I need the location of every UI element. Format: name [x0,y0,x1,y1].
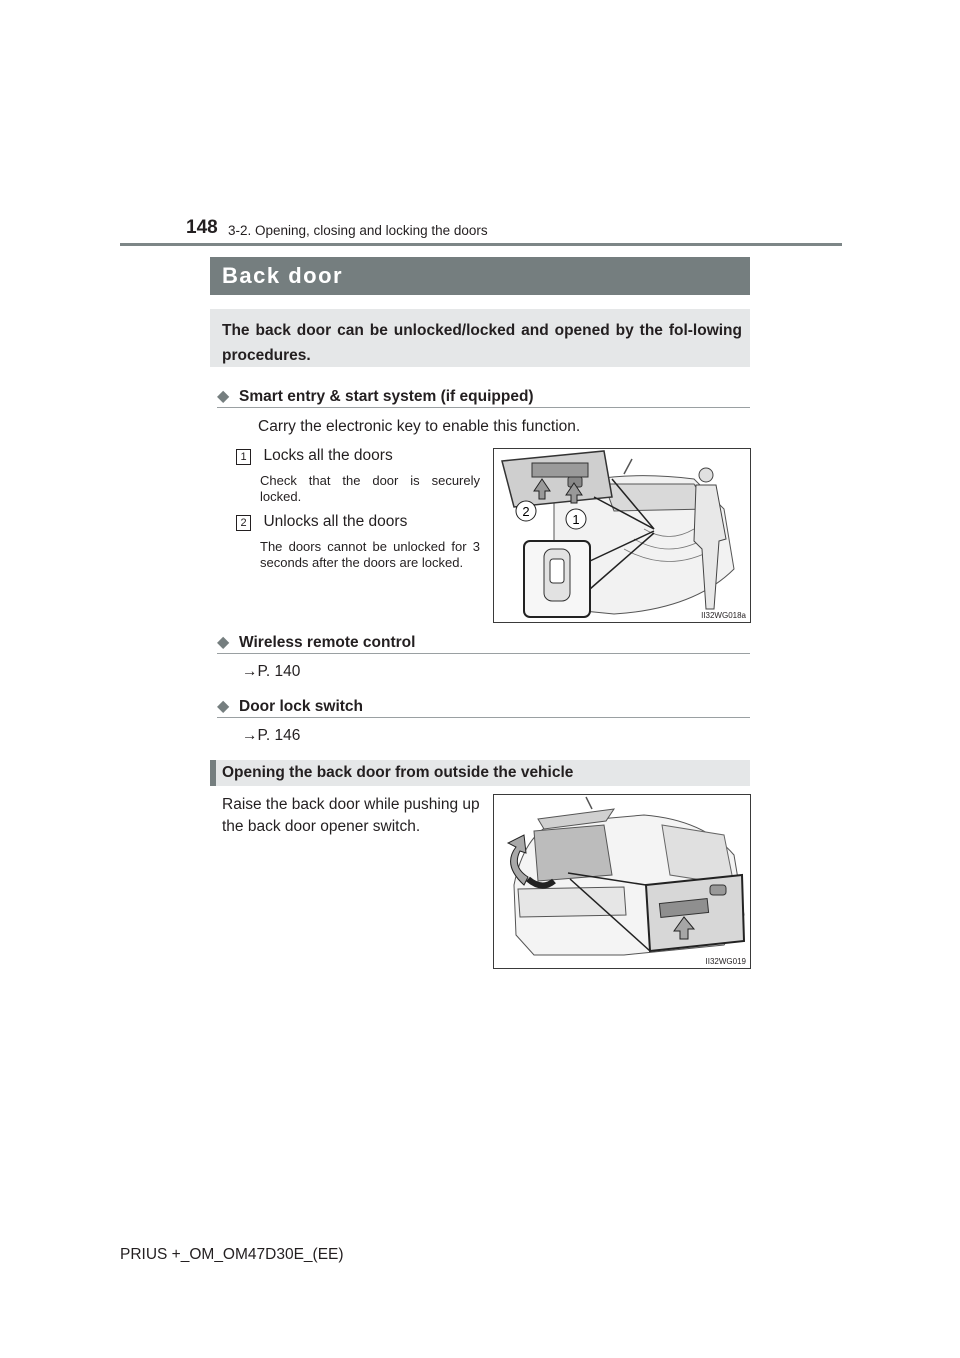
diamond-bullet-icon: ◆ [217,634,230,651]
header-divider [120,243,842,246]
wireless-page-ref: →P. 140 [242,663,301,680]
smart-entry-heading [217,386,534,406]
diamond-bullet-icon: ◆ [217,698,230,715]
door-lock-rule [217,717,750,718]
callout-1-label: 1 [572,512,580,527]
item-1-note: Check that the door is securely locked. [260,473,480,504]
callout-2-label: 2 [522,504,530,519]
opening-figure [493,794,751,969]
item-2-label: Unlocks all the doors [263,513,408,530]
smart-entry-heading-text: Smart entry & start system (if equipped) [239,388,534,405]
intro-text: The back door can be unlocked/locked and opened by the fol-lowing procedures. [222,322,742,364]
wireless-heading [217,632,415,652]
door-lock-heading-text: Door lock switch [239,698,364,715]
item-2-note: The doors cannot be unlocked for 3 seconds after the doors are locked. [260,539,480,570]
smart-entry-rule [217,407,750,408]
opening-heading-accent [210,760,216,786]
section-breadcrumb: 3-2. Opening, closing and locking the doors [228,223,488,238]
item-1-label: Locks all the doors [263,447,393,464]
smart-entry-illustration [494,449,750,622]
item-2 [236,513,486,531]
wireless-rule [217,653,750,654]
figure-2-code: II32WG019 [705,957,746,966]
opening-heading: Opening the back door from outside the vehicle [222,764,574,781]
wireless-heading-text: Wireless remote control [239,634,416,651]
opening-text: Raise the back door while pushing up the back door opener switch. [222,796,480,835]
footer-doc-code: PRIUS +_OM_OM47D30E_(EE) [120,1246,344,1263]
page-title: Back door [222,263,344,288]
diamond-bullet-icon: ◆ [217,388,230,405]
door-lock-page-ref: →P. 146 [242,727,301,744]
item-1 [236,447,486,465]
item-1-number: 1 [236,449,251,465]
page-number: 148 [186,217,218,238]
figure-1-code: II32WG018a [701,611,746,620]
back-door-illustration [494,795,750,968]
smart-entry-text: Carry the electronic key to enable this function. [258,418,581,435]
door-lock-heading [217,696,363,716]
item-2-number: 2 [236,515,251,531]
smart-entry-figure [493,448,751,623]
